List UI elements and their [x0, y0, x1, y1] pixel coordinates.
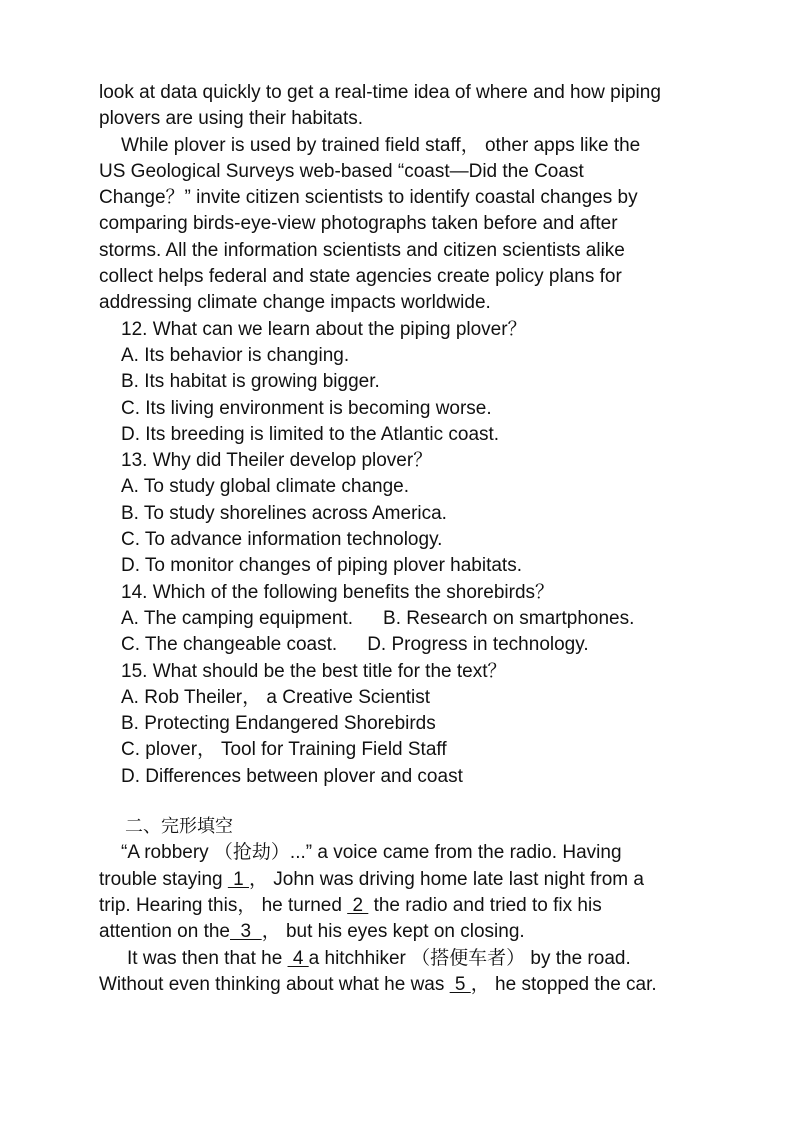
answer-option: C. plover， Tool for Training Field Staff	[121, 739, 447, 761]
answer-option-row	[99, 606, 709, 632]
passage-line: look at data quickly to get a real-time idea of where and how piping	[99, 82, 661, 103]
answer-option: A. To study global climate change.	[121, 476, 409, 498]
cloze-line	[99, 893, 709, 919]
cloze-text: the radio and tried to fix his	[368, 894, 602, 916]
cloze-blank-2: 2	[347, 894, 369, 916]
question-14	[99, 580, 709, 659]
passage-line: comparing birds-eye-view photographs taken before and after	[99, 213, 618, 235]
cloze-text: a hitchhiker （搭便车者） by the road.	[308, 947, 631, 969]
passage-line: addressing climate change impacts worldwide.	[99, 292, 491, 314]
cloze-text: trip. Hearing this， he turned	[99, 894, 348, 916]
answer-option-row	[99, 632, 709, 658]
question-12	[99, 317, 709, 448]
question-stem: 13. Why did Theiler develop plover？	[121, 450, 433, 472]
passage-line: Change？” invite citizen scientists to identify coastal changes by	[99, 187, 638, 209]
answer-option: B. Its habitat is growing bigger.	[121, 371, 380, 393]
question-13	[99, 448, 709, 579]
passage-line: US Geological Surveys web-based “coast—Did the Coast	[99, 160, 584, 182]
answer-option: D. To monitor changes of piping plover habitats.	[121, 555, 522, 577]
answer-option: B. To study shorelines across America.	[121, 502, 447, 524]
passage-line: While plover is used by trained field staff， other apps like the	[121, 134, 641, 156]
cloze-text: ， John was driving home late last night from a	[248, 868, 644, 890]
cloze-blank-1: 1	[227, 868, 249, 890]
answer-option: D. Its breeding is limited to the Atlantic coast.	[121, 423, 500, 445]
question-stem: 15. What should be the best title for the text？	[121, 660, 507, 682]
cloze-text: It was then that he	[127, 947, 288, 969]
cloze-text: ， he stopped the car.	[470, 973, 657, 995]
passage-text	[99, 80, 709, 317]
cloze-text: ， but his eyes kept on closing.	[261, 921, 525, 943]
cloze-blank-3: 3	[230, 921, 262, 943]
cloze-text: attention on the	[99, 921, 230, 943]
cloze-section	[99, 814, 709, 998]
passage-line: collect helps federal and state agencies create policy plans for	[99, 266, 622, 288]
answer-option: D. Progress in technology.	[367, 634, 589, 656]
question-stem: 12. What can we learn about the piping plover？	[121, 318, 527, 340]
answer-option: C. The changeable coast.	[121, 634, 338, 656]
answer-option: A. Its behavior is changing.	[121, 344, 350, 366]
passage-line: plovers are using their habitats.	[99, 108, 364, 130]
answer-option: A. The camping equipment.	[121, 607, 354, 629]
answer-option: D. Differences between plover and coast	[121, 765, 463, 787]
section-spacer	[99, 790, 709, 814]
cloze-blank-5: 5	[449, 973, 471, 995]
document-page	[99, 80, 709, 998]
answer-option: A. Rob Theiler， a Creative Scientist	[121, 686, 431, 708]
cloze-line	[99, 919, 709, 945]
answer-option: B. Research on smartphones.	[383, 607, 635, 629]
cloze-blank-4: 4	[287, 947, 309, 969]
passage-line: storms. All the information scientists and citizen scientists alike	[99, 239, 625, 261]
answer-option: C. To advance information technology.	[121, 529, 443, 551]
section-heading: 二、完形填空	[125, 816, 233, 838]
cloze-text: trouble staying	[99, 868, 228, 890]
question-15	[99, 659, 709, 790]
cloze-text: Without even thinking about what he was	[99, 973, 450, 995]
cloze-line	[99, 946, 709, 972]
cloze-line	[99, 972, 709, 998]
answer-option: B. Protecting Endangered Shorebirds	[121, 713, 436, 735]
answer-option: C. Its living environment is becoming worse.	[121, 397, 492, 419]
cloze-line: “A robbery （抢劫）...” a voice came from the radio. Having	[121, 842, 622, 864]
cloze-line	[99, 867, 709, 893]
question-stem: 14. Which of the following benefits the shorebirds？	[121, 581, 555, 603]
